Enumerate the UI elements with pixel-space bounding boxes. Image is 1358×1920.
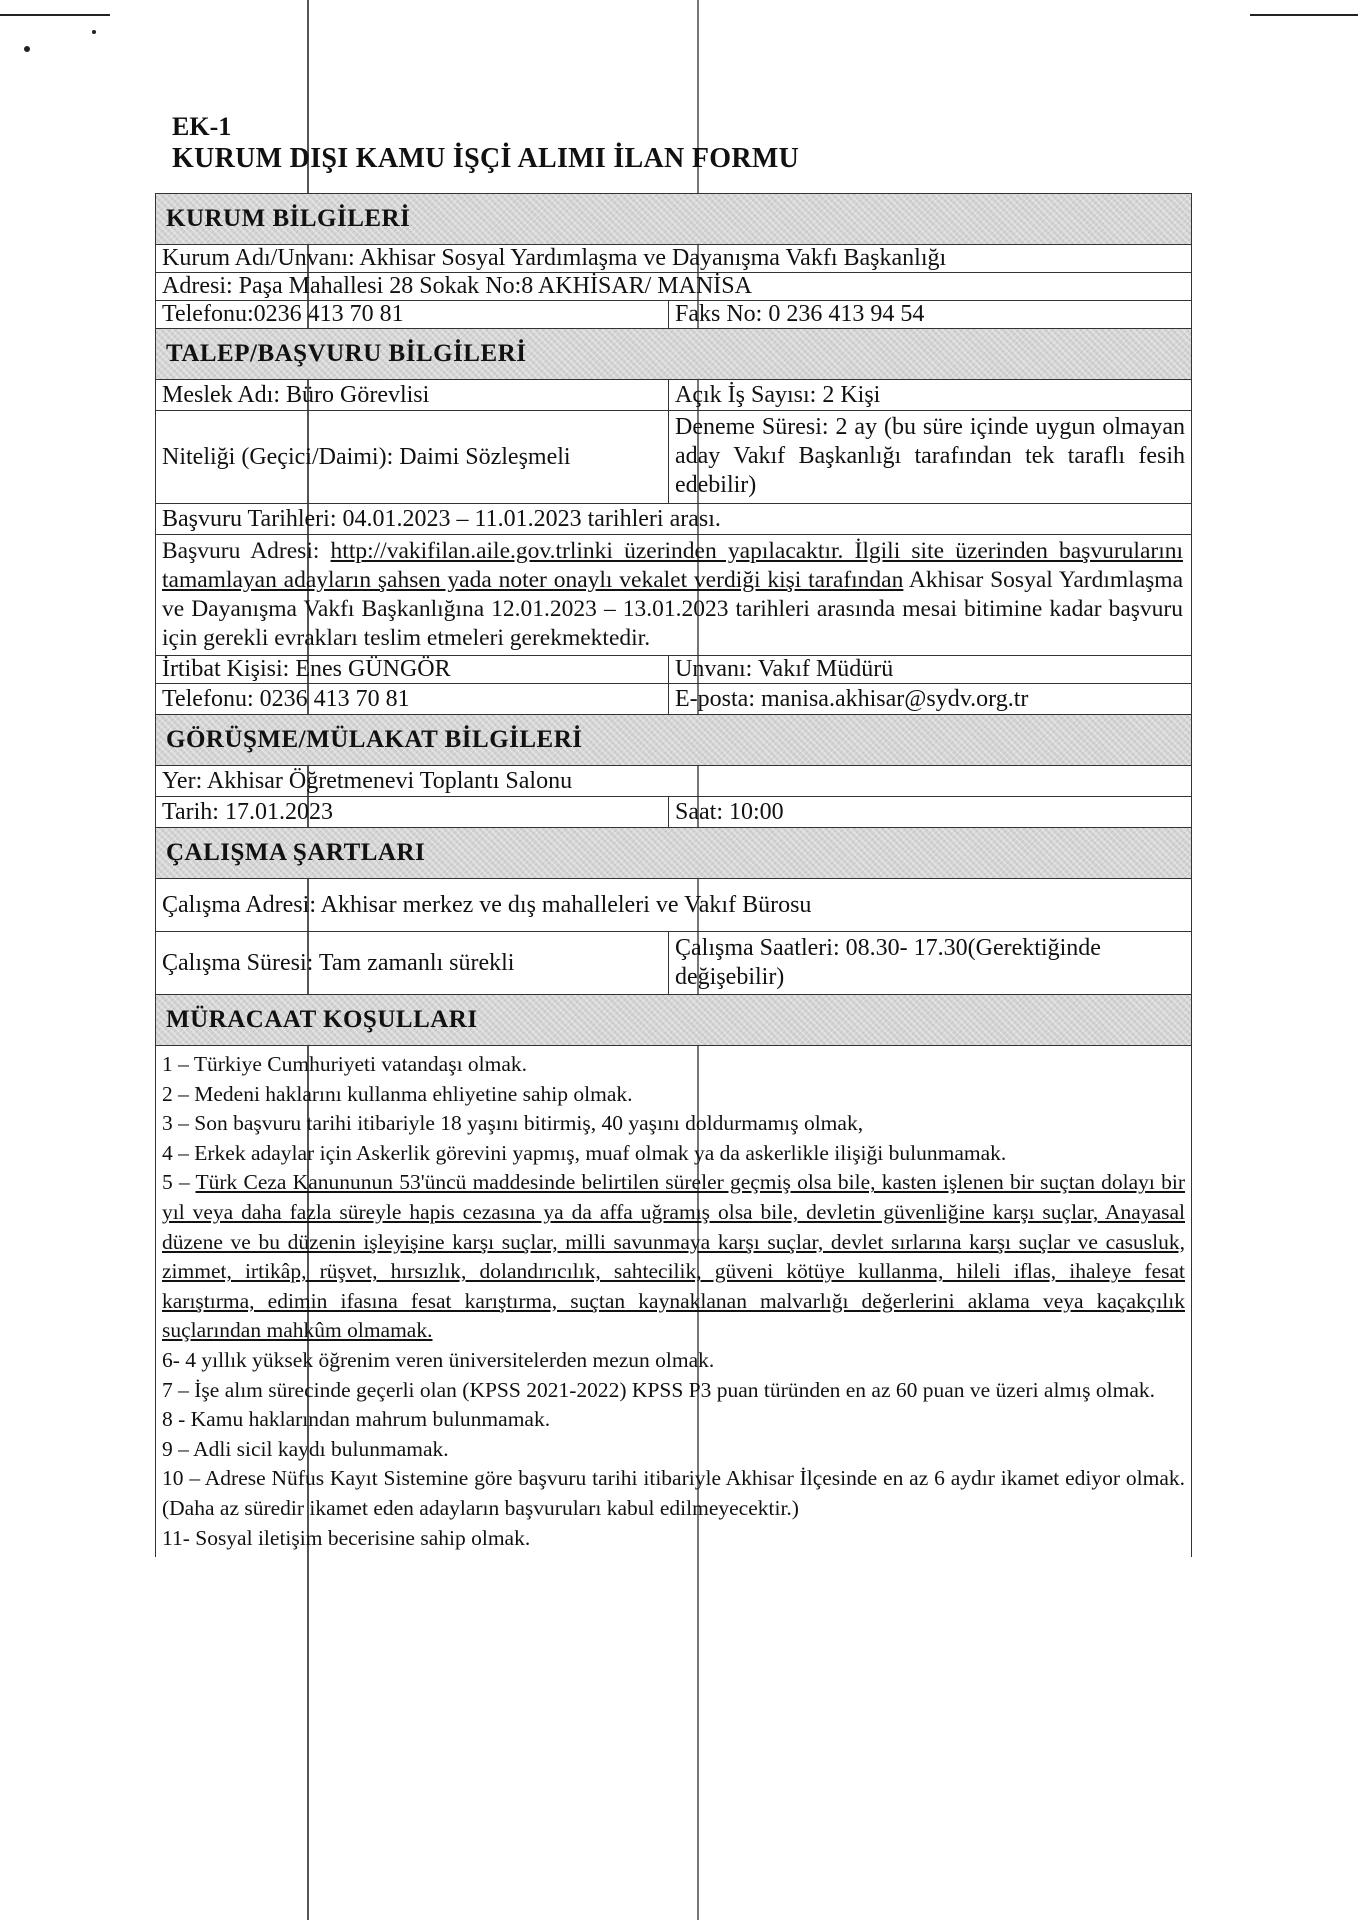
application-address	[156, 535, 1191, 656]
condition-item: 6- 4 yıllık yüksek öğrenim veren üniversitelerden mezun olmak.	[162, 1347, 715, 1372]
application-dates: Başvuru Tarihleri: 04.01.2023 – 11.01.2023 tarihleri arası.	[162, 506, 721, 532]
interview-date-row	[156, 797, 1191, 828]
condition-item	[162, 1168, 1185, 1346]
section-talep-heading: TALEP/BAŞVURU BİLGİLERİ	[156, 329, 1191, 380]
kurum-fax: Faks No: 0 236 413 94 54	[675, 301, 925, 327]
contact-phone: Telefonu: 0236 413 70 81	[156, 684, 669, 714]
condition-text: Türk Ceza Kanununun 53'üncü maddesinde belirtilen süreler geçmiş olsa bile, kasten işlenen bir suçtan dolayı bir yıl veya daha fazla süreyle hapis cezasına ya da affa uğramış olsa bile, devletin güvenliğine karşı suçlar, Anayasal düzene ve bu düzenin işleyişine karşı suçlar, milli savunmaya karşı suçlar, devlet sırlarına karşı suçlar ve casusluk, zimmet, irtikâp, rüşvet, hırsızlık, dolandırıcılık, sahtecilik, güveni kötüye kullanma, hileli iflas, ihaleye fesat karıştırma, edimin ifasına fesat karıştırma, suçtan kaynaklanan malvarlığı değerlerini aklama veya kaçakçılık suçlarından mahkûm olmamak.	[162, 1170, 1185, 1343]
interview-time: Saat: 10:00	[675, 799, 784, 825]
interview-place: Yer: Akhisar Öğretmenevi Toplantı Salonu	[162, 768, 573, 794]
work-duration-row	[156, 932, 1191, 995]
contact-phone-row	[156, 684, 1191, 715]
work-duration: Çalışma Süresi: Tam zamanlı sürekli	[156, 932, 669, 994]
nature-row	[156, 411, 1191, 504]
contact-person: İrtibat Kişisi: Enes GÜNGÖR	[156, 656, 669, 683]
conditions-list	[156, 1046, 1191, 1557]
top-edge-line-right	[1250, 14, 1358, 16]
application-address-prefix: Başvuru Adresi:	[162, 538, 331, 564]
announcement-form	[155, 193, 1192, 1557]
contact-row	[156, 656, 1191, 684]
condition-item: 10 – Adrese Nüfus Kayıt Sistemine göre başvuru tarihi itibariyle Akhisar İlçesinde en az 6 aydır ikamet ediyor olmak.(Daha az süredir ikamet eden adayların başvuruları kabul edilmeyecektir.)	[162, 1466, 1185, 1520]
work-address: Çalışma Adresi: Akhisar merkez ve dış mahalleleri ve Vakıf Bürosu	[162, 891, 812, 918]
application-address-suffix: Akhisar Sosyal Yardımlaşma ve Dayanışma Vakfı Başkanlığına 12.01.2023 – 13.01.2023 tarihleri arasında mesai bitimine kadar başvuru için gerekli evrakları teslim etmeleri gerekmektedir.	[162, 567, 1183, 651]
section-calisma-heading: ÇALIŞMA ŞARTLARI	[156, 828, 1191, 879]
work-hours: Çalışma Saatleri: 08.30- 17.30(Gerektiğinde değişebilir)	[675, 935, 1101, 990]
kurum-address: Adresi: Paşa Mahallesi 28 Sokak No:8 AKHİSAR/ MANİSA	[162, 273, 752, 299]
scan-speck	[24, 46, 30, 52]
section-mulakat-heading: GÖRÜŞME/MÜLAKAT BİLGİLERİ	[156, 715, 1191, 766]
application-link[interactable]: http://vakifilan.aile.gov.trlinki üzerinden yapılacaktır. İlgili site üzerinden başvurularını tamamlayan adayların şahsen yada noter onaylı vekalet verdiği kişi tarafından	[162, 538, 1184, 593]
interview-place-row	[156, 766, 1191, 797]
application-dates-row	[156, 504, 1191, 535]
openings: Açık İş Sayısı: 2 Kişi	[675, 382, 881, 408]
interview-date: Tarih: 17.01.2023	[156, 797, 669, 827]
document-header	[172, 112, 799, 176]
kurum-phone: Telefonu:0236 413 70 81	[156, 301, 669, 328]
condition-item: 11- Sosyal iletişim becerisine sahip olmak.	[162, 1525, 531, 1550]
kurum-address-row	[156, 273, 1191, 301]
condition-item: 2 – Medeni haklarını kullanma ehliyetine sahip olmak.	[162, 1081, 633, 1106]
probation: Deneme Süresi: 2 ay (bu süre içinde uygun olmayan aday Vakıf Başkanlığı tarafından tek taraflı fesih edebilir)	[675, 414, 1185, 498]
section-kurum-heading: KURUM BİLGİLERİ	[156, 194, 1191, 245]
top-edge-line	[0, 14, 110, 16]
section-muracaat-heading: MÜRACAAT KOŞULLARI	[156, 995, 1191, 1046]
contact-title: Unvanı: Vakıf Müdürü	[675, 656, 894, 682]
condition-number: 5 –	[162, 1170, 196, 1195]
condition-item: 9 – Adli sicil kaydı bulunmamak.	[162, 1436, 449, 1461]
nature: Niteliği (Geçici/Daimi): Daimi Sözleşmeli	[156, 411, 669, 503]
scan-speck	[92, 30, 96, 34]
condition-item: 1 – Türkiye Cumhuriyeti vatandaşı olmak.	[162, 1052, 528, 1076]
kurum-phone-row	[156, 301, 1191, 329]
form-title: KURUM DIŞI KAMU İŞÇİ ALIMI İLAN FORMU	[172, 143, 800, 174]
contact-email[interactable]: E-posta: manisa.akhisar@sydv.org.tr	[675, 686, 1029, 712]
annex-label: EK-1	[172, 112, 232, 141]
kurum-name-row	[156, 245, 1191, 273]
profession: Meslek Adı: Büro Görevlisi	[156, 380, 669, 410]
condition-item: 7 – İşe alım sürecinde geçerli olan (KPSS 2021-2022) KPSS P3 puan türünden en az 60 puan ve üzeri almış olmak.	[162, 1377, 1155, 1402]
condition-item: 3 – Son başvuru tarihi itibariyle 18 yaşını bitirmiş, 40 yaşını doldurmamış olmak,	[162, 1111, 864, 1136]
work-address-row	[156, 879, 1191, 932]
condition-item: 4 – Erkek adaylar için Askerlik görevini yapmış, muaf olmak ya da askerlikle ilişiği bulunmamak.	[162, 1140, 1007, 1165]
kurum-name: Kurum Adı/Unvanı: Akhisar Sosyal Yardımlaşma ve Dayanışma Vakfı Başkanlığı	[162, 245, 947, 271]
profession-row	[156, 380, 1191, 411]
condition-item: 8 - Kamu haklarından mahrum bulunmamak.	[162, 1407, 551, 1432]
